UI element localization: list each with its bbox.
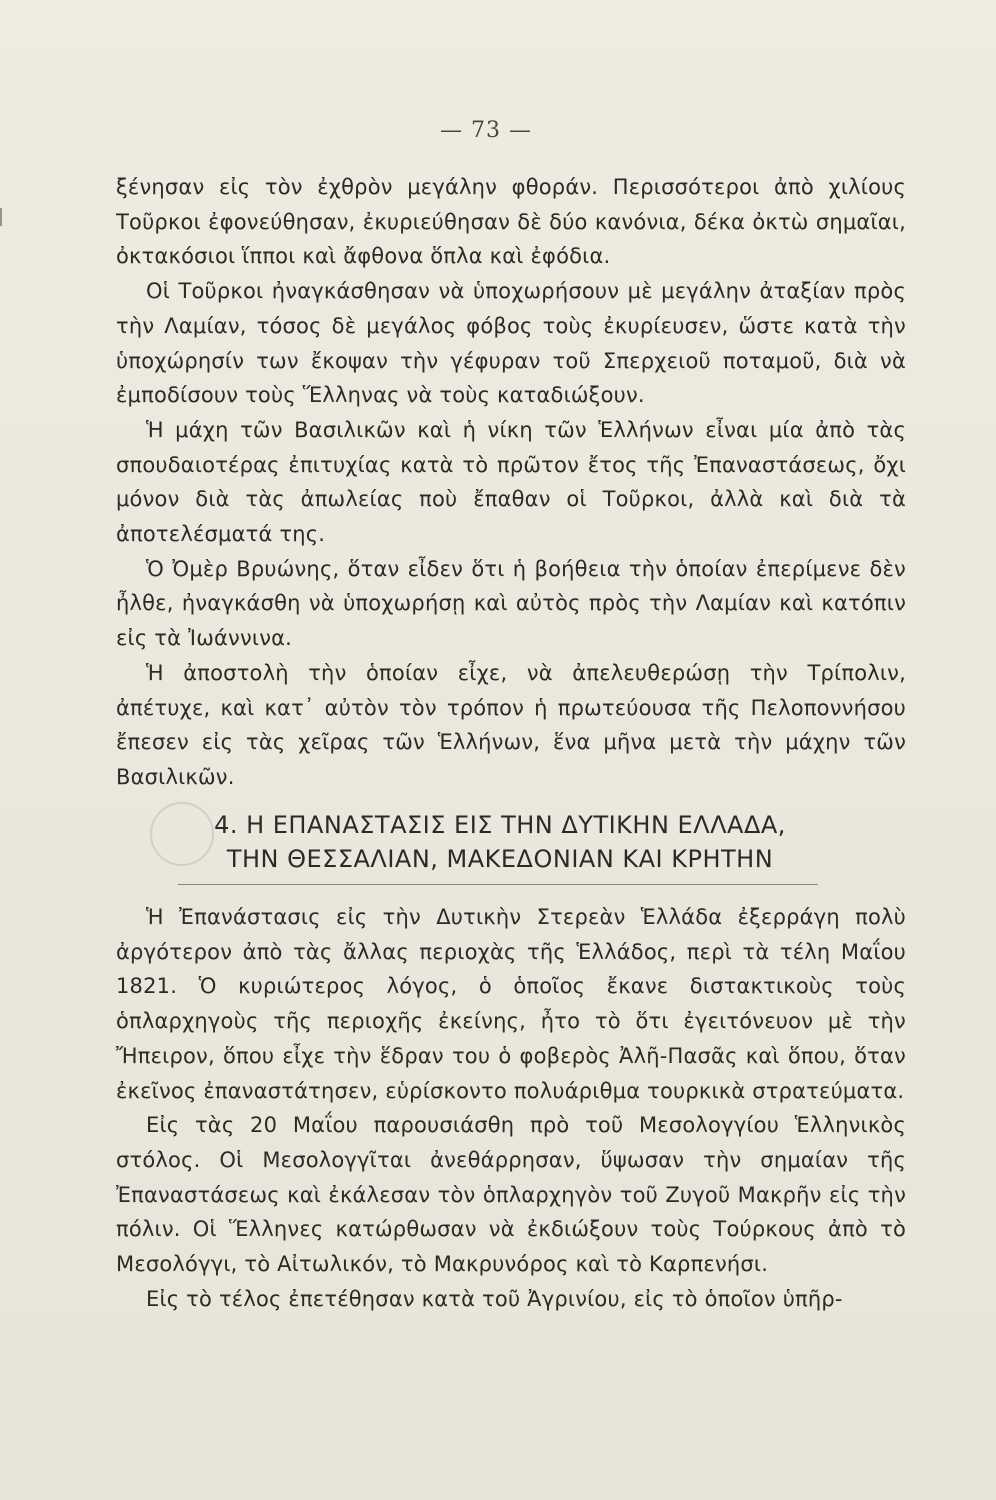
paragraph: Οἱ Τοῦρκοι ἠναγκάσθησαν νὰ ὑποχωρήσουν μὲ μεγάλην ἀταξίαν πρὸς τὴν Λαμίαν, τόσος δὲ μεγάλος φόβος τοὺς ἐκυρίευσεν, ὥστε κατὰ τὴν ὑποχώρησίν των ἔκοψαν τὴν γέφυραν τοῦ Σπερχειοῦ ποταμοῦ, διὰ νὰ ἐμποδίσουν τοὺς Ἕλληνας νὰ τοὺς καταδιώξουν. (116, 279, 906, 408)
section-heading-line-2: ΤΗΝ ΘΕΣΣΑΛΙΑΝ, ΜΑΚΕΔΟΝΙΑΝ ΚΑΙ ΚΡΗΤΗΝ (226, 845, 774, 873)
paragraph: Εἰς τὸ τέλος ἐπετέθησαν κατὰ τοῦ Ἀγρινίου, εἰς τὸ ὁποῖον ὑπῆρ- (146, 1286, 843, 1311)
paragraph: Ὁ Ὀμὲρ Βρυώνης, ὅταν εἶδεν ὅτι ἡ βοήθεια τὴν ὁποίαν ἐπερίμενε δὲν ἦλθε, ἠναγκάσθη νὰ ὑποχωρήσῃ καὶ αὐτὸς πρὸς τὴν Λαμίαν καὶ κατόπιν εἰς τὰ Ἰωάννινα. (116, 556, 906, 651)
heading-rule (178, 884, 818, 885)
body-text-section-a (116, 170, 906, 795)
section-heading (160, 808, 840, 876)
paragraph: Ἡ ἀποστολὴ τὴν ὁποίαν εἶχε, νὰ ἀπελευθερώσῃ τὴν Τρίπολιν, ἀπέτυχε, καὶ κατ᾽ αὐτὸν τὸν τρόπον ἡ πρωτεύουσα τῆς Πελοποννήσου ἔπεσεν εἰς τὰς χεῖρας τῶν Ἑλλήνων, ἕνα μῆνα μετὰ τὴν μάχην τῶν Βασιλικῶν. (116, 660, 906, 789)
paragraph: ξένησαν εἰς τὸν ἐχθρὸν μεγάλην φθοράν. Περισσότεροι ἀπὸ χιλίους Τοῦρκοι ἐφονεύθησαν, ἐκυριεύθησαν δὲ δύο κανόνια, δέκα ὀκτὼ σημαῖαι, ὀκτακόσιοι ἵπποι καὶ ἄφθονα ὅπλα καὶ ἐφόδια. (116, 175, 906, 269)
paragraph: Ἡ Ἐπανάστασις εἰς τὴν Δυτικὴν Στερεὰν Ἑλλάδα ἐξερράγη πολὺ ἀργότερον ἀπὸ τὰς ἄλλας περιοχὰς τῆς Ἑλλάδος, περὶ τὰ τέλη Μαΐου 1821. Ὁ κυριώτερος λόγος, ὁ ὁποῖος ἔκανε διστακτικοὺς τοὺς ὁπλαρχηγοὺς τῆς περιοχῆς ἐκείνης, ἦτο τὸ ὅτι ἐγειτόνευον μὲ τὴν Ἤπειρον, ὅπου εἶχε τὴν ἕδραν του ὁ φοβερὸς Ἀλῆ-Πασᾶς καὶ ὅπου, ὅταν ἐκεῖνος ἐπαναστάτησεν, εὑρίσκοντο πολυάριθμα τουρκικὰ στρατεύματα. (116, 905, 906, 1103)
margin-mark (0, 208, 8, 226)
body-text-section-b (116, 900, 906, 1316)
page-number: — 73 — (440, 118, 532, 143)
section-heading-line-1: 4. Η ΕΠΑΝΑΣΤΑΣΙΣ ΕΙΣ ΤΗΝ ΔΥΤΙΚΗΝ ΕΛΛΑΔΑ, (214, 811, 786, 839)
paragraph: Ἡ μάχη τῶν Βασιλικῶν καὶ ἡ νίκη τῶν Ἑλλήνων εἶναι μία ἀπὸ τὰς σπουδαιοτέρας ἐπιτυχίας κατὰ τὸ πρῶτον ἔτος τῆς Ἐπαναστάσεως, ὄχι μόνον διὰ τὰς ἀπωλείας ποὺ ἔπαθαν οἱ Τοῦρκοι, ἀλλὰ καὶ διὰ τὰ ἀποτελέσματά της. (116, 417, 906, 547)
paragraph: Εἰς τὰς 20 Μαΐου παρουσιάσθη πρὸ τοῦ Μεσολογγίου Ἑλληνικὸς στόλος. Οἱ Μεσολογγῖται ἀνεθάρρησαν, ὕψωσαν τὴν σημαίαν τῆς Ἐπαναστάσεως καὶ ἐκάλεσαν τὸν ὁπλαρχηγὸν τοῦ Ζυγοῦ Μακρῆν εἰς τὴν πόλιν. Οἱ Ἕλληνες κατώρθωσαν νὰ ἐκδιώξουν τοὺς Τούρκους ἀπὸ τὸ Μεσολόγγι, τὸ Αἰτωλικόν, τὸ Μακρυνόρος καὶ τὸ Καρπενήσι. (116, 1113, 906, 1277)
